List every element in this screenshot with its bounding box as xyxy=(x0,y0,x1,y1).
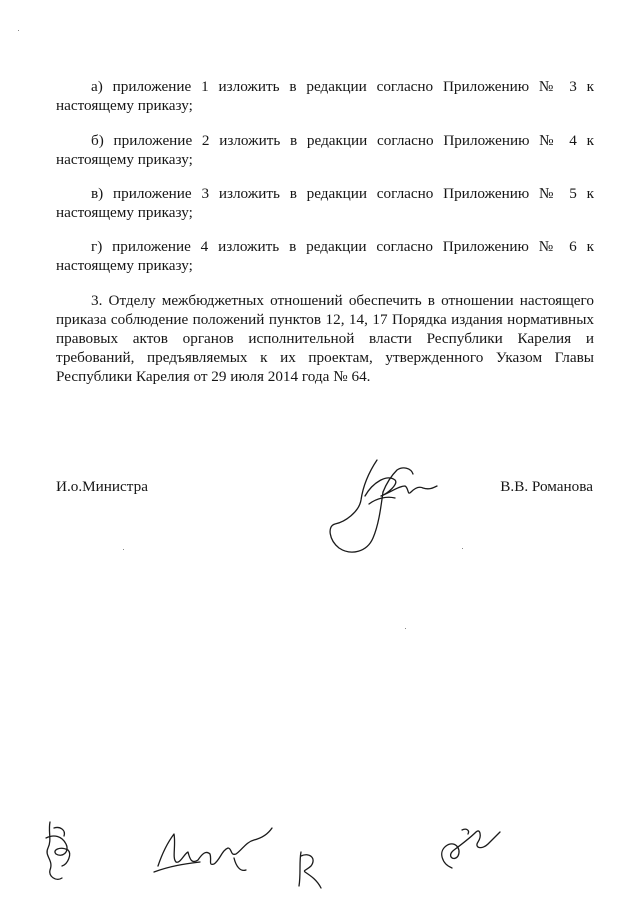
list-item-b xyxy=(56,131,594,169)
approval-signature-2 xyxy=(150,820,275,880)
scan-speck xyxy=(462,548,463,549)
list-item-c-line1: в) приложение 3 изложить в редакции согласно Приложению № 5 к xyxy=(91,185,594,202)
list-item-c-line2: настоящему приказу; xyxy=(56,204,193,221)
scan-speck xyxy=(405,628,406,629)
list-item-c xyxy=(56,184,594,222)
list-item-a-line2: настоящему приказу; xyxy=(56,97,193,114)
list-item-d xyxy=(56,237,594,275)
approval-signature-1 xyxy=(40,818,80,886)
approval-signature-4 xyxy=(432,820,502,875)
minister-signature xyxy=(325,452,440,562)
list-item-b-line2: настоящему приказу; xyxy=(56,151,193,168)
scan-speck xyxy=(18,30,19,31)
list-item-a-line1: а) приложение 1 изложить в редакции согласно Приложению № 3 к xyxy=(91,78,594,95)
list-item-d-line1: г) приложение 4 изложить в редакции согласно Приложению № 6 к xyxy=(91,238,594,255)
paragraph-3: 3. Отделу межбюджетных отношений обеспечить в отношении настоящего приказа соблюдение положений пунктов 12, 14, 17 Порядка издания нормативных правовых актов органов исполнительной власти Республики Карелия и требований, предъявляемых к их проектам, утвержденного Указом Главы Республики Карелия от 29 июля 2014 года № 64. xyxy=(56,292,594,385)
signatory-name: В.В. Романова xyxy=(500,478,593,495)
scan-speck xyxy=(123,549,124,550)
approval-signature-3 xyxy=(295,848,325,890)
list-item-d-line2: настоящему приказу; xyxy=(56,257,193,274)
signatory-position: И.о.Министра xyxy=(56,478,148,495)
list-item-a xyxy=(56,77,594,115)
list-item-b-line1: б) приложение 2 изложить в редакции согласно Приложению № 4 к xyxy=(91,132,594,149)
